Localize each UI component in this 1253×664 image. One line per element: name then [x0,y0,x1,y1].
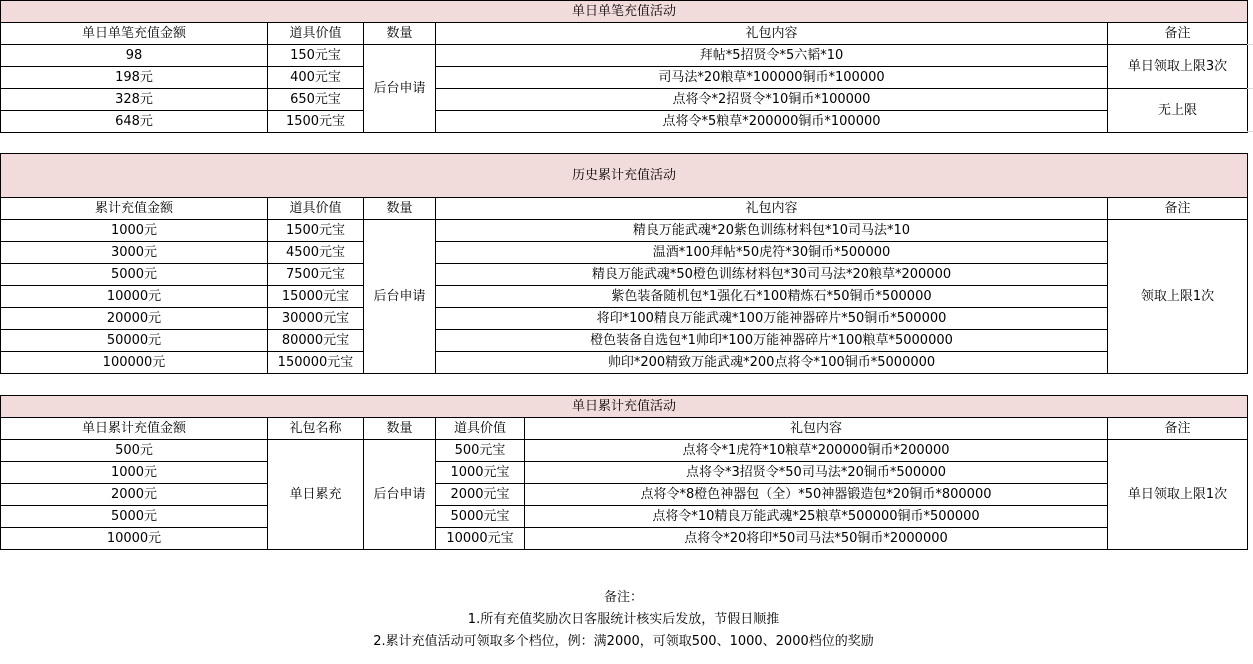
table-row [1,352,1248,374]
table-row [1,264,1248,286]
column-header[interactable]: 礼包内容 [525,418,1108,440]
gridline [1247,44,1253,45]
column-header[interactable]: 备注 [1108,418,1248,440]
column-header[interactable]: 礼包名称 [268,418,364,440]
note-cell[interactable]: 单日领取上限1次 [1108,440,1248,550]
amount-cell[interactable]: 5000元 [1,264,268,286]
column-header[interactable]: 备注 [1108,198,1248,220]
column-header[interactable]: 备注 [1108,23,1248,45]
amount-cell[interactable]: 20000元 [1,308,268,330]
content-cell[interactable]: 精良万能武魂*50橙色训练材料包*30司马法*20粮草*200000 [436,264,1108,286]
value-cell[interactable]: 650元宝 [268,89,364,111]
amount-cell[interactable]: 5000元 [1,506,268,528]
section-title[interactable]: 单日单笔充值活动 [1,1,1248,23]
table-row [1,67,1248,89]
table-row [1,242,1248,264]
table-row [1,220,1248,242]
column-header[interactable]: 数量 [364,198,436,220]
table-row [1,462,1248,484]
amount-cell[interactable]: 198元 [1,67,268,89]
column-header[interactable]: 礼包内容 [436,198,1108,220]
content-cell[interactable]: 点将令*5粮草*200000铜币*100000 [436,111,1108,133]
column-header[interactable]: 单日单笔充值金额 [1,23,268,45]
table-row [1,484,1248,506]
value-cell[interactable]: 5000元宝 [436,506,525,528]
amount-cell[interactable]: 10000元 [1,528,268,550]
notes-line-1: 1.所有充值奖励次日客服统计核实后发放，节假日顺推 [467,612,780,627]
content-cell[interactable]: 司马法*20粮草*100000铜币*100000 [436,67,1108,89]
value-cell[interactable]: 4500元宝 [268,242,364,264]
content-cell[interactable]: 帅印*200精致万能武魂*200点将令*100铜币*5000000 [436,352,1108,374]
amount-cell[interactable]: 98 [1,45,268,67]
content-cell[interactable]: 紫色装备随机包*1强化石*100精炼石*50铜币*500000 [436,286,1108,308]
content-cell[interactable]: 橙色装备自选包*1帅印*100万能神器碎片*100粮草*5000000 [436,330,1108,352]
value-cell[interactable]: 1000元宝 [436,462,525,484]
amount-cell[interactable]: 50000元 [1,330,268,352]
section-title[interactable]: 历史累计充值活动 [1,154,1248,198]
table-row [1,330,1248,352]
value-cell[interactable]: 1500元宝 [268,111,364,133]
amount-cell[interactable]: 3000元 [1,242,268,264]
quantity-cell[interactable]: 后台申请 [364,45,436,133]
value-cell[interactable]: 10000元宝 [436,528,525,550]
column-header[interactable]: 道具价值 [268,23,364,45]
content-cell[interactable]: 将印*100精良万能武魂*100万能神器碎片*50铜币*500000 [436,308,1108,330]
quantity-cell[interactable]: 后台申请 [364,220,436,374]
value-cell[interactable]: 80000元宝 [268,330,364,352]
column-header[interactable]: 道具价值 [268,198,364,220]
column-header[interactable]: 道具价值 [436,418,525,440]
table-row [1,440,1248,462]
content-cell[interactable]: 点将令*20将印*50司马法*50铜币*2000000 [525,528,1108,550]
value-cell[interactable]: 7500元宝 [268,264,364,286]
column-header[interactable]: 单日累计充值金额 [1,418,268,440]
content-cell[interactable]: 点将令*1虎符*10粮草*200000铜币*200000 [525,440,1108,462]
value-cell[interactable]: 500元宝 [436,440,525,462]
table-row [1,286,1248,308]
amount-cell[interactable]: 648元 [1,111,268,133]
amount-cell[interactable]: 1000元 [1,220,268,242]
cumulative-recharge-table [0,153,1248,374]
package-name-cell[interactable]: 单日累充 [268,440,364,550]
quantity-cell[interactable]: 后台申请 [364,440,436,550]
table-row [1,89,1248,111]
table-row [1,528,1248,550]
table-row [1,506,1248,528]
content-cell[interactable]: 点将令*10精良万能武魂*25粮草*500000铜币*500000 [525,506,1108,528]
content-cell[interactable]: 精良万能武魂*20紫色训练材料包*10司马法*10 [436,220,1108,242]
note-cell[interactable]: 领取上限1次 [1108,220,1248,374]
note-cell[interactable]: 单日领取上限3次 [1108,45,1248,89]
value-cell[interactable]: 2000元宝 [436,484,525,506]
value-cell[interactable]: 150000元宝 [268,352,364,374]
value-cell[interactable]: 15000元宝 [268,286,364,308]
note-cell[interactable]: 无上限 [1108,89,1248,133]
content-cell[interactable]: 点将令*3招贤令*50司马法*20铜币*500000 [525,462,1108,484]
value-cell[interactable]: 400元宝 [268,67,364,89]
table-row [1,111,1248,133]
single-recharge-table [0,0,1248,133]
notes-line-2: 2.累计充值活动可领取多个档位，例：满2000，可领取500、1000、2000档位的奖励 [373,634,874,649]
amount-cell[interactable]: 500元 [1,440,268,462]
amount-cell[interactable]: 328元 [1,89,268,111]
column-header[interactable]: 累计充值金额 [1,198,268,220]
amount-cell[interactable]: 2000元 [1,484,268,506]
value-cell[interactable]: 30000元宝 [268,308,364,330]
column-header[interactable]: 数量 [364,418,436,440]
value-cell[interactable]: 1500元宝 [268,220,364,242]
amount-cell[interactable]: 1000元 [1,462,268,484]
gridline [1247,88,1253,89]
gridline [1247,131,1253,132]
column-header[interactable]: 数量 [364,23,436,45]
amount-cell[interactable]: 100000元 [1,352,268,374]
table-row [1,45,1248,67]
value-cell[interactable]: 150元宝 [268,45,364,67]
content-cell[interactable]: 点将令*2招贤令*10铜币*100000 [436,89,1108,111]
daily-cumulative-recharge-table [0,395,1248,550]
notes-heading: 备注： [603,590,643,605]
amount-cell[interactable]: 10000元 [1,286,268,308]
content-cell[interactable]: 点将令*8橙色神器包（全）*50神器锻造包*20铜币*800000 [525,484,1108,506]
column-header[interactable]: 礼包内容 [436,23,1108,45]
table-row [1,308,1248,330]
content-cell[interactable]: 温酒*100拜帖*50虎符*30铜币*500000 [436,242,1108,264]
section-title[interactable]: 单日累计充值活动 [1,396,1248,418]
content-cell[interactable]: 拜帖*5招贤令*5六韬*10 [436,45,1108,67]
